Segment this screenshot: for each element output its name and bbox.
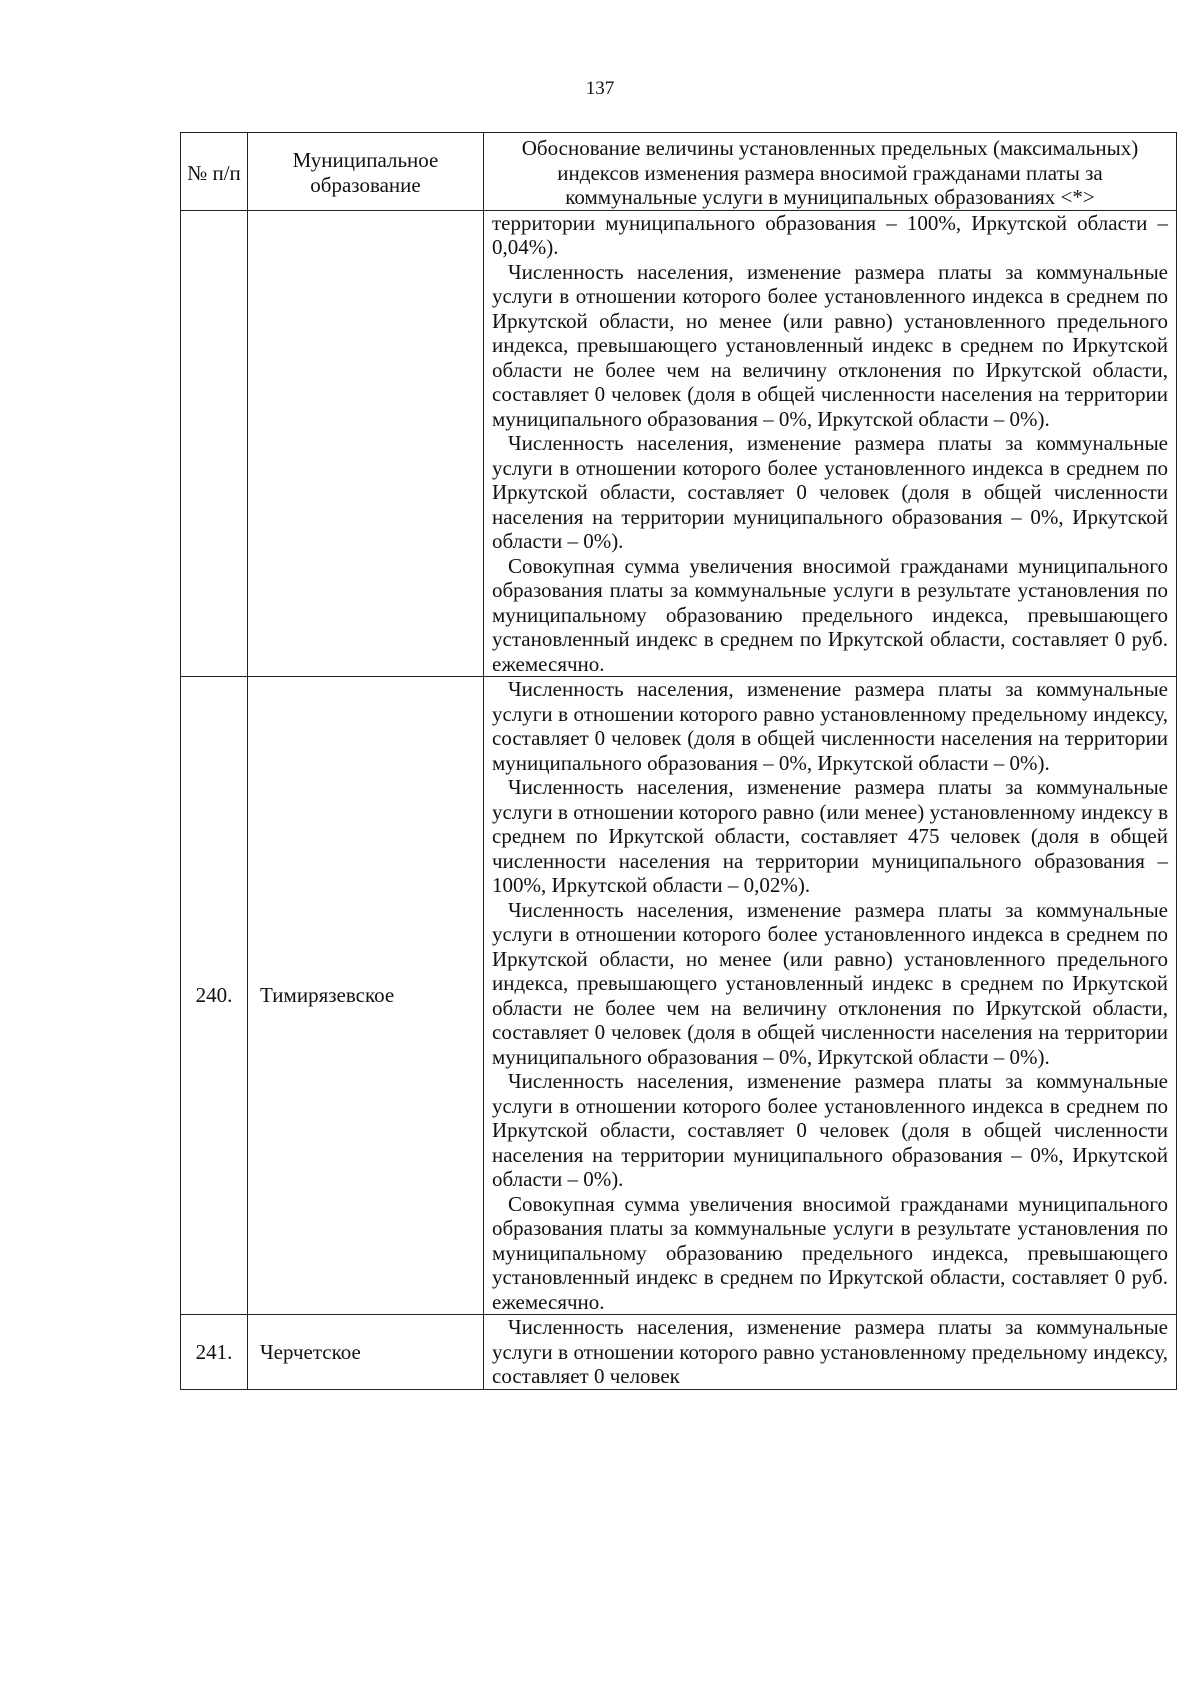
- justification-paragraph: Численность населения, изменение размера платы за коммунальные услуги в отношении которого равно установленному предельному индексу, составляет 0 человек (доля в общей численности населения на территории муниципального образования – 0%, Иркутской области – 0%).: [492, 677, 1168, 775]
- row-number: 240.: [181, 677, 248, 1315]
- justification-table: [180, 132, 1177, 1390]
- row-justification: [484, 677, 1177, 1315]
- table-row: [181, 677, 1177, 1315]
- justification-paragraph: Численность населения, изменение размера платы за коммунальные услуги в отношении которого равно установленному предельному индексу, составляет 0 человек: [492, 1315, 1168, 1388]
- header-justification: Обоснование величины установленных предельных (максимальных) индексов изменения размера вносимой гражданами платы за коммунальные услуги в муниципальных образованиях <*>: [484, 133, 1177, 211]
- row-justification: [484, 1315, 1177, 1390]
- row-municipality: Черчетское: [248, 1315, 484, 1390]
- justification-paragraph: Численность населения, изменение размера платы за коммунальные услуги в отношении которого более установленного индекса в среднем по Иркутской области, но менее (или равно) установленного предельного индекса, превышающего установленный индекс в среднем по Иркутской области не более чем на величину отклонения по Иркутской области, составляет 0 человек (доля в общей численности населения на территории муниципального образования – 0%, Иркутской области – 0%).: [492, 897, 1168, 1069]
- justification-paragraph: Численность населения, изменение размера платы за коммунальные услуги в отношении которого равно (или менее) установленному индексу в среднем по Иркутской области, составляет 475 человек (доля в общей численности населения на территории муниципального образования – 100%, Иркутской области – 0,02%).: [492, 775, 1168, 897]
- row-number: 241.: [181, 1315, 248, 1390]
- justification-paragraph: Совокупная сумма увеличения вносимой гражданами муниципального образования платы за коммунальные услуги в результате установления по муниципальному образованию предельного индекса, превышающего установленный индекс в среднем по Иркутской области, составляет 0 руб. ежемесячно.: [492, 1191, 1168, 1314]
- row-municipality: Тимирязевское: [248, 677, 484, 1315]
- page-number: 137: [585, 78, 615, 99]
- row-justification: [484, 210, 1177, 677]
- justification-paragraph: Численность населения, изменение размера платы за коммунальные услуги в отношении которого более установленного индекса в среднем по Иркутской области, составляет 0 человек (доля в общей численности населения на территории муниципального образования – 0%, Иркутской области – 0%).: [492, 1069, 1168, 1191]
- table-row: [181, 1315, 1177, 1390]
- justification-paragraph: Численность населения, изменение размера платы за коммунальные услуги в отношении которого более установленного индекса в среднем по Иркутской области, но менее (или равно) установленного предельного индекса, превышающего установленный индекс в среднем по Иркутской области не более чем на величину отклонения по Иркутской области, составляет 0 человек (доля в общей численности населения на территории муниципального образования – 0%, Иркутской области – 0%).: [492, 259, 1168, 431]
- row-number: [181, 210, 248, 677]
- table-header-row: [181, 133, 1177, 211]
- row-municipality: [248, 210, 484, 677]
- justification-paragraph: территории муниципального образования – 100%, Иркутской области – 0,04%).: [492, 210, 1168, 259]
- table-row: [181, 210, 1177, 677]
- header-num: № п/п: [181, 133, 248, 211]
- header-municipality: Муниципальное образование: [248, 133, 484, 211]
- justification-paragraph: Совокупная сумма увеличения вносимой гражданами муниципального образования платы за коммунальные услуги в результате установления по муниципальному образованию предельного индекса, превышающего установленный индекс в среднем по Иркутской области, составляет 0 руб. ежемесячно.: [492, 553, 1168, 676]
- justification-paragraph: Численность населения, изменение размера платы за коммунальные услуги в отношении которого более установленного индекса в среднем по Иркутской области, составляет 0 человек (доля в общей численности населения на территории муниципального образования – 0%, Иркутской области – 0%).: [492, 431, 1168, 553]
